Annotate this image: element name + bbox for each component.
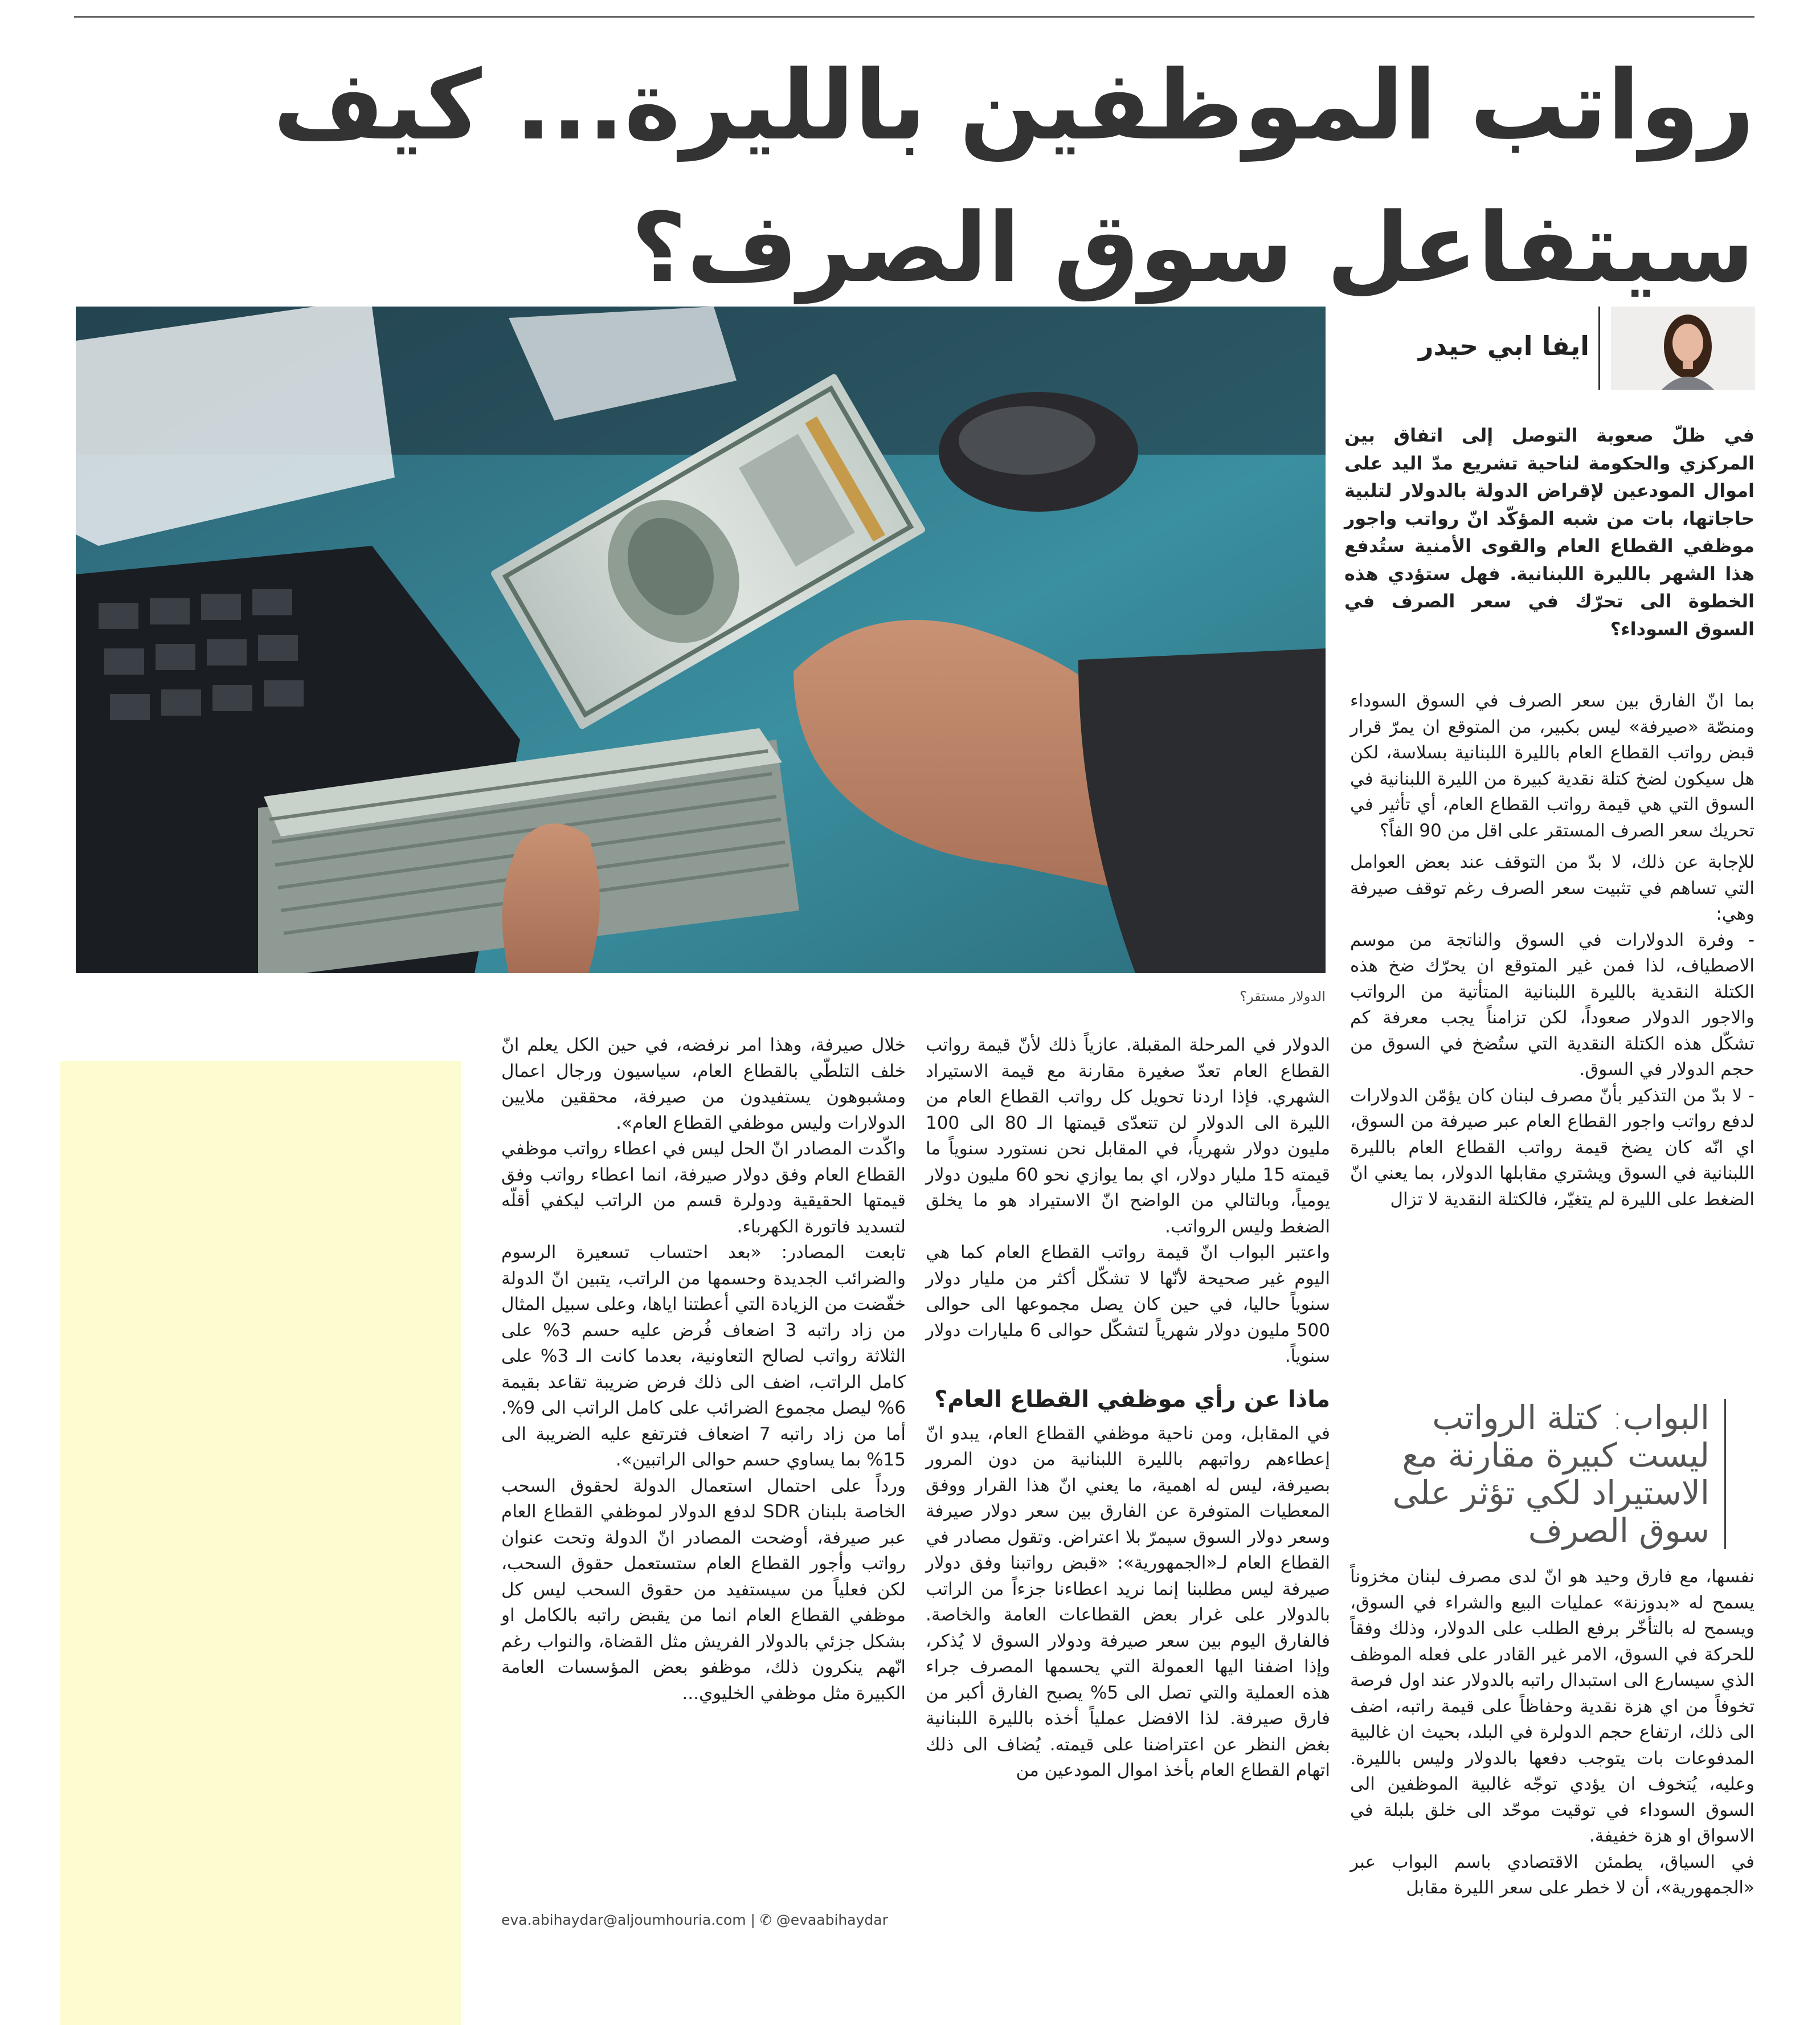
paragraph: للإجابة عن ذلك، لا بدّ من التوقف عند بعض العوامل التي تساهم في تثبيت سعر الصرف رغم توقف صيرفة وهي: bbox=[1350, 852, 1754, 924]
author-photo bbox=[1611, 307, 1754, 390]
paragraph: بما انّ الفارق بين سعر الصرف في السوق السوداء ومنصّة «صيرفة» ليس بكبير، من المتوقع ان يمرّ قرار قبض رواتب القطاع العام بالليرة اللبنانية بسلاسة، لكن هل سيكون لضخ كتلة نقدية كبيرة من الليرة اللبنانية في السوق التي هي قيمة رواتب القطاع العام، أي تأثير في تحريك سعر الصرف المستقر على اقل من 90 الفاً؟ bbox=[1350, 691, 1754, 841]
article-column-2 bbox=[926, 1032, 1330, 1784]
author-name: ايفا ابي حيدر bbox=[1418, 330, 1589, 361]
article-lead: في ظلّ صعوبة التوصل إلى اتفاق بين المركزي والحكومة لناحية تشريع مدّ اليد على اموال المودعين لإقراض الدولة بالدولار لتلبية حاجاتها، بات من شبه المؤكّد انّ رواتب واجور موظفي القطاع العام والقوى الأمنية ستُدفع هذا الشهر بالليرة اللبنانية. فهل ستؤدي هذه الخطوة الى تحرّك في سعر الصرف في السوق السوداء؟ bbox=[1344, 424, 1754, 640]
photo-caption: الدولار مستقر؟ bbox=[1240, 989, 1326, 1005]
paragraph: في المقابل، ومن ناحية موظفي القطاع العام، يبدو انّ إعطاءهم رواتبهم بالليرة اللبنانية من دون المرور بصيرفة، ليس له اهمية، ما يعني انّ هذا القرار ووفق المعطيات المتوفرة عن الفارق بين سعر دولار صيرفة وسعر دولار السوق سيمرّ بلا اعتراض. وتقول مصادر في القطاع العام لـ«الجمهورية»: «قبض رواتبنا وفق دولار صيرفة ليس مطلبنا إنما نريد اعطاءنا جزءاً من الراتب بالدولار على غرار بعض القطاعات العامة والخاصة. فالفارق اليوم بين سعر صيرفة ودولار السوق لا يُذكر، وإذا اضفنا اليها العمولة التي يحسمها المصرف جراء هذه العملية والتي تصل الى 5% يصبح الفارق أكبر من فارق صيرفة. لذا الافضل عملياً أخذه بالليرة اللبنانية بغض النظر عن اعتراضنا على قيمته. يُضاف الى ذلك اتهام القطاع العام بأخذ اموال المودعين من bbox=[926, 1423, 1330, 1781]
author-divider bbox=[1598, 307, 1600, 390]
paragraph: في السياق، يطمئن الاقتصادي باسم البواب عبر «الجمهورية»، أن لا خطر على سعر الليرة مقابل bbox=[1350, 1851, 1754, 1898]
paragraph: واكّدت المصادر انّ الحل ليس في اعطاء رواتب موظفي القطاع العام وفق دولار صيرفة، انما اعطاء رواتب وفق قيمتها الحقيقية ودولرة قسم من الراتب ليكفي أقلّه لتسديد فاتورة الكهرباء. bbox=[501, 1138, 906, 1237]
paragraph: واعتبر البواب انّ قيمة رواتب القطاع العام كما هي اليوم غير صحيحة لأنّها لا تشكّل أكثر من مليار دولار سنوياً حاليا، في حين كان يصل مجموعها الى حوالى 500 مليون دولار شهرياً لتشكّل حوالى 6 مليارات دولار سنوياً. bbox=[926, 1242, 1330, 1366]
article-photo bbox=[76, 307, 1326, 973]
section-subheading: ماذا عن رأي موظفي القطاع العام؟ bbox=[934, 1386, 1330, 1412]
paragraph: الدولار في المرحلة المقبلة. عازياً ذلك لأنّ قيمة رواتب القطاع العام تعدّ صغيرة مقارنة مع قيمة الاستيراد الشهري. فإذا اردنا تحويل كل رواتب القطاع العام من الليرة الى الدولار لن تتعدّى قيمتها الـ 80 الى 100 مليون دولار شهرياً، في المقابل نحن نستورد سنوياً ما قيمته 15 مليار دولار، اي بما يوازي نحو 60 مليون دولار يومياً، وبالتالي من الواضح انّ الاستيراد هو ما يخلق الضغط وليس الرواتب. bbox=[926, 1035, 1331, 1237]
pull-quote: البواب: كتلة الرواتب ليست كبيرة مقارنة مع الاستيراد لكي تؤثر على سوق الصرف bbox=[1367, 1399, 1726, 1549]
article-column-1 bbox=[1350, 688, 1754, 1212]
paragraph: تابعت المصادر: «بعد احتساب تسعيرة الرسوم والضرائب الجديدة وحسمها من الراتب، يتبين انّ الدولة خفّضت من الزيادة التي أعطتنا اياها، وعلى سبيل المثال من زاد راتبه 3 اضعاف فُرض عليه حسم 3% على الثلاثة رواتب لصالح التعاونية، بعدما كانت الـ 3% على كامل الراتب، اضف الى ذلك فرض ضريبة تقاعد بقيمة 6% ليصل مجموع الضرائب على كامل الراتب الى 9%. أما من زاد راتبه 7 اضعاف فترتفع عليه الضريبة الى 15% بما يساوي حسم حوالى الراتبين». bbox=[501, 1242, 906, 1470]
article-column-1-continued bbox=[1350, 1564, 1754, 1901]
headline: رواتب الموظفين بالليرة... كيف سيتفاعل سوق الصرف؟ bbox=[273, 50, 1754, 304]
paragraph: نفسها، مع فارق وحيد هو انّ لدى مصرف لبنان مخزوناً يسمح له «بدوزنة» عمليات البيع والشراء في السوق، ويسمح له بالتأخّر برفع الطلب على الدولار، وذلك وفقاً للحركة في السوق، الامر غير القادر على فعله الموظف الذي سيسارع الى استبدال راتبه بالدولار عند اول فرصة تخوفاً من اي هزة نقدية وحفاظاً على قيمة راتبه، اضف الى ذلك، ارتفاع حجم الدولرة في البلد، بحيث ان غالبية المدفوعات بات يتوجب دفعها بالدولار وليس بالليرة. وعليه، يُتخوف ان يؤدي توجّه غالبية الموظفين الى السوق السوداء في توقيت موحّد الى خلق بلبلة في الاسواق او هزة خفيفة. bbox=[1350, 1566, 1754, 1846]
paragraph: - لا بدّ من التذكير بأنّ مصرف لبنان كان يؤمّن الدولارات لدفع رواتب واجور القطاع العام عبر صيرفة من السوق، اي انّه كان يضخ قيمة رواتب القطاع العام بالليرة اللبنانية في السوق ويشتري مقابلها الدولار، بما يعني انّ الضغط على الليرة لم يتغيّر، فالكتلة النقدية لا تزال bbox=[1350, 1085, 1754, 1210]
article-column-3 bbox=[501, 1032, 906, 1706]
top-rule bbox=[74, 16, 1754, 18]
paragraph: خلال صيرفة، وهذا امر نرفضه، في حين الكل يعلم انّ خلف التلطّي بالقطاع العام، سياسيون ورجال اعمال ومشبوهون يستفيدون من صيرفة، محققين ملايين الدولارات وليس موظفي القطاع العام». bbox=[501, 1035, 906, 1133]
author-contact-byline: eva.abihaydar@aljoumhouria.com | ✆ @evaabihaydar bbox=[501, 1912, 888, 1928]
paragraph: - وفرة الدولارات في السوق والناتجة من موسم الاصطياف، لذا فمن غير المتوقع ان يحرّك ضخ هذه الكتلة النقدية بالليرة اللبنانية المتأتية من الرواتب والاجور الدولار صعوداً، لكن تزامناً يجب معرفة كم تشكّل هذه الكتلة النقدية التي ستُضخ في السوق من حجم الدولار في السوق. bbox=[1350, 929, 1754, 1080]
paragraph: ورداً على احتمال استعمال الدولة لحقوق السحب الخاصة بلبنان SDR لدفع الدولار لموظفي القطاع العام عبر صيرفة، أوضحت المصادر انّ الدولة وتحت عنوان رواتب وأجور القطاع العام ستستعمل حقوق السحب، لكن فعلياً من سيستفيد من حقوق السحب ليس كل موظفي القطاع العام انما من يقبض راتبه بالكامل او بشكل جزئي بالدولار الفريش مثل القضاة، والنواب رغم انّهم ينكرون ذلك، موظفو بعض المؤسسات العامة الكبيرة مثل موظفي الخليوي... bbox=[501, 1475, 906, 1704]
highlight-box bbox=[60, 1061, 461, 2025]
